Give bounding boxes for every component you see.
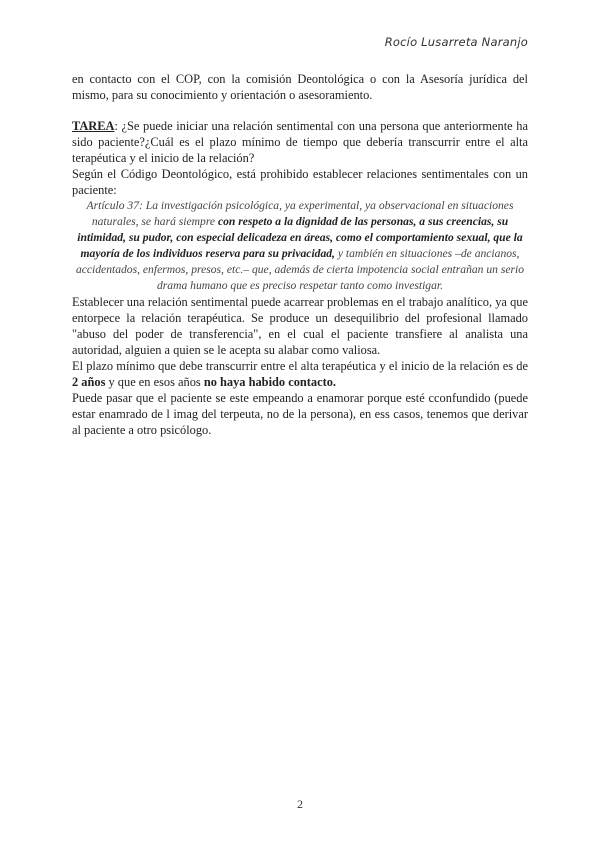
page-header-author: Rocío Lusarreta Naranjo: [384, 35, 528, 49]
tarea-question: : ¿Se puede iniciar una relación sentimental con una persona que anteriormente ha sido paciente?¿Cuál es el plazo mínimo de tiempo que debería transcurrir entre el alta terapéutica y el inicio de la relación?: [72, 119, 528, 165]
plazo-text-2: y que en esos años: [105, 375, 204, 389]
document-body: [72, 71, 528, 438]
plazo-no-contact: no haya habido contacto.: [203, 375, 337, 389]
paragraph-problemas: Establecer una relación sentimental puede acarrear problemas en el trabajo analítico, ya que entorpece la relación terapéutica. Se produce un desequilibrio del profesional llamado "abuso del poder de transferencia", en el cual el paciente transfiere al analista una autoridad, alguien a quien se le acepta su alabar como valiosa.: [72, 295, 528, 357]
paragraph-codigo: Según el Código Deontológico, está prohibido establecer relaciones sentimentales con un paciente:: [72, 167, 528, 197]
spacer: [72, 103, 528, 118]
plazo-text-1: El plazo mínimo que debe transcurrir entre el alta terapéutica y el inicio de la relación es de: [72, 359, 528, 373]
paragraph-plazo: [72, 358, 528, 390]
article-37-quote: [72, 198, 528, 294]
paragraph-tarea: [72, 118, 528, 166]
paragraph-cop: en contacto con el COP, con la comisión Deontológica o con la Asesoría jurídica del mismo, para su conocimiento y orientación o asesoramiento.: [72, 72, 528, 102]
quote-ending: y también en situaciones –de ancianos, accidentados, enfermos, presos, etc.– que, además de cierta impotencia social entrañan un serio drama humano que es preciso respetar tanto como investigar.: [75, 247, 525, 292]
plazo-years: 2 años: [72, 375, 106, 389]
page-number: 2: [297, 797, 303, 811]
quote-intro: Artículo 37: La investigación psicológica, ya experimental, ya observacional en situaciones naturales, se hará siempre: [86, 199, 514, 228]
tarea-label: TAREA: [72, 119, 115, 133]
paragraph-derivar: Puede pasar que el paciente se este empeando a enamorar porque esté cconfundido (puede estar enamrado de l imag del terpeuta, no de la persona), en ess casos, tenemos que derivar al paciente a otro psicólogo.: [72, 391, 528, 437]
quote-emphasis: con respeto a la dignidad de las personas, a sus creencias, su intimidad, su pudor, con especial delicadeza en áreas, como el comportamiento sexual, que la mayoría de los individuos reserva para su privacidad,: [77, 215, 523, 260]
